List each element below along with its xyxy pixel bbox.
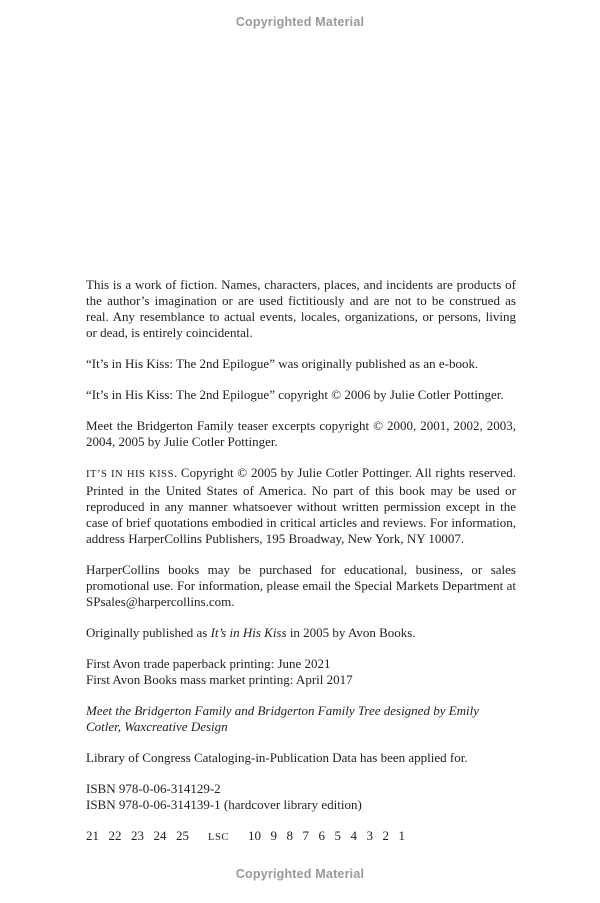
text-segment: in 2005 by Avon Books. [286,625,416,640]
text-segment: It’s in His Kiss [210,625,287,640]
text-segment [189,828,208,843]
design-credit [86,703,516,735]
main-copyright [86,465,516,547]
fiction-disclaimer [86,277,516,341]
text-segment: “It’s in His Kiss: The 2nd Epilogue” copyright © 2006 by Julie Cotler Pottinger. [86,387,504,402]
text-segment: Meet the Bridgerton Family teaser excerpts copyright © 2000, 2001, 2002, 2003, 2004, 2005 by Julie Cotler Pottinger. [86,418,516,449]
loc-note [86,750,516,766]
text-segment: HarperCollins books may be purchased for educational, business, or sales promotional use. For information, please email the Special Markets Department at SPsales@harpercollins.com. [86,562,516,609]
text-segment: “It’s in His Kiss: The 2nd Epilogue” was originally published as an e-book. [86,356,479,371]
text-segment: This is a work of fiction. Names, characters, places, and incidents are products of the author’s imagination or are used fictitiously and are not to be construed as real. Any resemblance to actual events, locales, organizations, or persons, living or dead, is entirely coincidental. [86,277,516,340]
text-segment: 21 22 23 24 25 [86,828,189,843]
copyright-watermark-bottom: Copyrighted Material [235,867,365,881]
text-segment: ISBN 978-0-06-314129-2 [86,781,221,796]
text-segment: First Avon Books mass market printing: April 2017 [86,672,353,687]
original-publication [86,625,516,641]
text-segment: Originally published as [86,625,211,640]
text-segment: LSC [208,832,229,843]
copyright-watermark-top: Copyrighted Material [235,15,365,29]
copyright-text-block [86,277,516,846]
text-segment: Library of Congress Cataloging-in-Publication Data has been applied for. [86,750,468,765]
text-segment: IT’S IN HIS KISS [86,469,174,480]
epilogue-ebook-note [86,356,516,372]
sales-note [86,562,516,610]
text-segment: ISBN 978-0-06-314139-1 (hardcover library edition) [86,797,362,812]
text-segment: . Copyright © 2005 by Julie Cotler Pottinger. All rights reserved. Printed in the United States of America. No part of this book may be used or reproduced in any manner whatsoever without written permission except in the case of brief quotations embodied in critical articles and reviews. For information, address HarperCollins Publishers, 195 Broadway, New York, NY 10007. [86,465,516,546]
text-segment [229,828,248,843]
text-segment: First Avon trade paperback printing: June 2021 [86,656,331,671]
teaser-copyright [86,418,516,450]
printers-key [86,828,516,846]
printing-history [86,656,516,688]
epilogue-copyright [86,387,516,403]
isbn-list [86,781,516,813]
text-segment: 10 9 8 7 6 5 4 3 2 1 [247,828,405,843]
text-segment: Meet the Bridgerton Family and Bridgerton Family Tree designed by Emily Cotler, Waxcreative Design [86,703,480,734]
